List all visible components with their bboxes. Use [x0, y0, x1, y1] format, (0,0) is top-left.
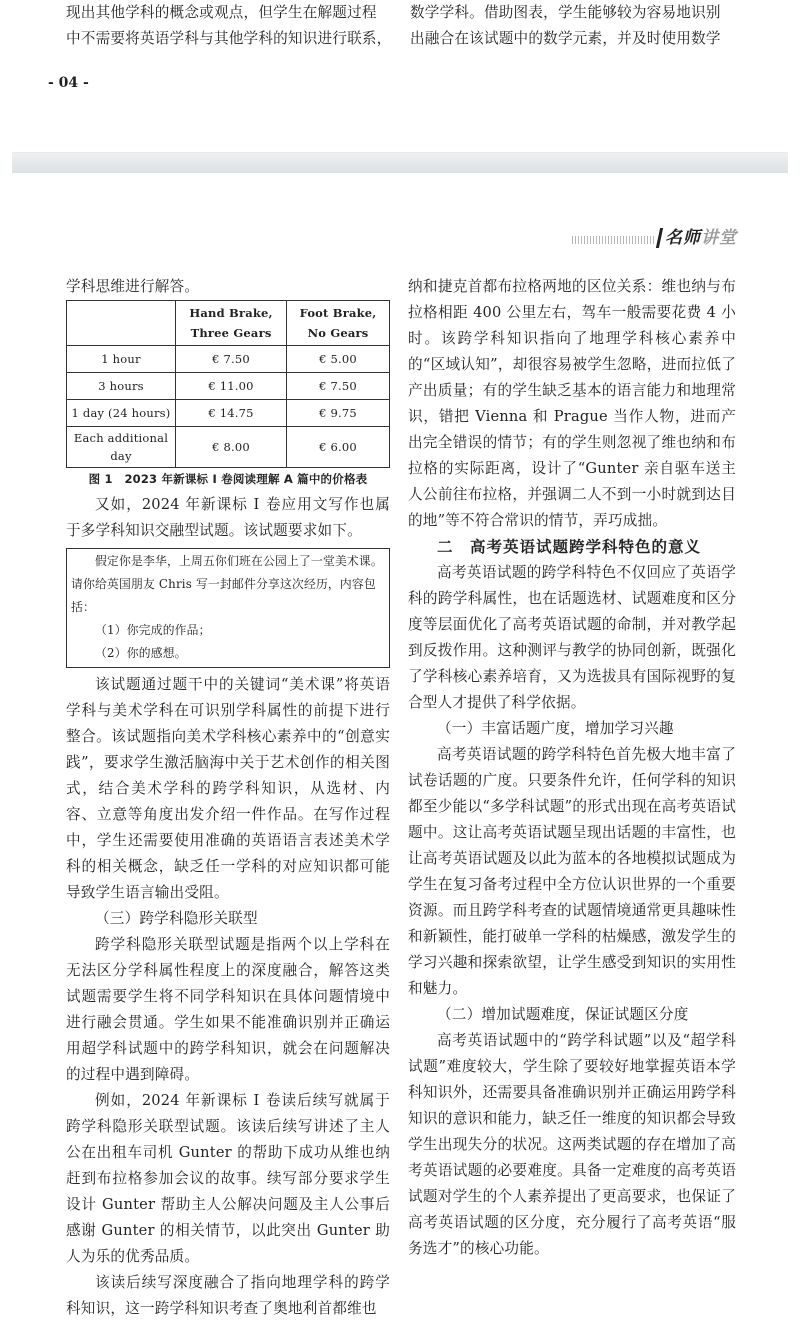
table-cell: € 7.50: [287, 373, 390, 400]
text-line: 现出其他学科的概念或观点，但学生在解题过程: [66, 4, 377, 21]
column-title: [665, 226, 737, 250]
column-title-part-b: 讲堂: [701, 228, 737, 248]
table-row: [67, 427, 390, 468]
section-heading: 二 高考英语试题跨学科特色的意义: [437, 537, 702, 556]
table-header-cell: Hand Brake, Three Gears: [176, 301, 287, 346]
table-cell: € 5.00: [287, 346, 390, 373]
paragraph: 高考英语试题的跨学科特色不仅回应了英语学科的跨学科属性，也在话题选材、试题难度和区分度等层面优化了高考英语试题的命制，并对教学起到反拨作用。这种测评与教学的协同创新，既强化了学科核心素养培育，又为选拔具有国际视野的复合型人才提供了科学依据。: [408, 564, 736, 711]
column-header: [572, 226, 740, 250]
task-prompt: 假定你是李华，上周五你们班在公园上了一堂美术课。请你给英国朋友 Chris 写一封邮件分享这次经历，内容包括：: [71, 554, 383, 614]
task-item: （1）你完成的作品；: [95, 623, 211, 637]
paragraph: 高考英语试题的跨学科特色首先极大地丰富了试卷话题的广度。只要条件允许，任何学科的知识都至少能以“多学科试题”的形式出现在高考英语试题中。这让高考英语试题呈现出话题的丰富性，也让高考英语试题及以此为蓝本的各地模拟试题成为学生在复习备考过程中全方位认识世界的一个重要资源。而且跨学科考查的试题情境通常更具趣味性和新颖性，能打破单一学科的枯燥感，激发学生的学习兴趣和探索欲望，让学生感受到知识的实用性和魅力。: [408, 746, 736, 997]
table-cell: 1 day (24 hours): [67, 400, 176, 427]
table-cell: € 7.50: [176, 346, 287, 373]
table-cell: 1 hour: [67, 346, 176, 373]
paragraph: 又如，2024 年新课标 Ⅰ 卷应用文写作也属于多学科知识交融型试题。该试题要求如下。: [66, 496, 390, 539]
table-cell: € 11.00: [176, 373, 287, 400]
table-cell: € 14.75: [176, 400, 287, 427]
paragraph: 该试题通过题干中的关键词“美术课”将英语学科与美术学科在可识别学科属性的前提下进行整合。该试题指向美术学科核心素养中的“创意实践”，要求学生激活脑海中关于艺术创作的相关图式，结合美术学科的跨学科知识，从选材、内容、立意等角度出发介绍一件作品。在写作过程中，学生还需要使用准确的英语语言表述美术学科的相关概念，缺乏任一学科的对应知识都可能导致学生语言输出受阻。: [66, 676, 390, 901]
paragraph: 该读后续写深度融合了指向地理学科的跨学科知识，这一跨学科知识考查了奥地利首都维也: [66, 1274, 390, 1317]
table-cell: € 9.75: [287, 400, 390, 427]
paragraph: 例如，2024 年新课标 Ⅰ 卷读后续写就属于跨学科隐形关联型试题。该读后续写讲述了主人公在出租车司机 Gunter 的帮助下成功从维也纳赶到布拉格参加会议的故事。续写部分要求学生设计 Gunter 帮助主人公解决问题及主人公事后感谢 Gunter 的相关情节，以此突出 Gunter 助人为乐的优秀品质。: [66, 1092, 390, 1265]
text-line: 出融合在该试题中的数学元素，并及时使用数学: [410, 30, 721, 47]
text-line: 中不需要将英语学科与其他学科的知识进行联系，: [66, 30, 392, 47]
paragraph: 纳和捷克首都布拉格两地的区位关系：维也纳与布拉格相距 400 公里左右，驾车一般需要花费 4 小时。该跨学科知识指向了地理学科核心素养中的“区域认知”，却很容易被学生忽略，进而拉低了产出质量；有的学生缺乏基本的语言能力和地理常识，错把 Vienna 和 Prague 当作人物，进而产出完全错误的情节；有的学生则忽视了维也纳和布拉格的实际距离，设计了“Gunter 亲自驱车送主人公前往布拉格，并强调二人不到一小时就到达目的地”等不符合常识的情节，弄巧成拙。: [408, 278, 736, 529]
table-header-cell: [67, 301, 176, 346]
header-bar-decoration: [656, 228, 663, 248]
column-title-part-a: 名师: [665, 228, 701, 248]
table-row: [67, 373, 390, 400]
hatch-decoration: [572, 236, 654, 244]
right-column: [408, 274, 736, 1262]
page-number: - 04 -: [48, 75, 89, 91]
task-box: [66, 548, 390, 668]
table-row: [67, 346, 390, 373]
figure-caption: 图 1 2023 年新课标 Ⅰ 卷阅读理解 A 篇中的价格表: [88, 472, 368, 486]
table-header-row: [67, 301, 390, 346]
paragraph: 高考英语试题中的“跨学科试题”以及“超学科试题”难度较大，学生除了要较好地掌握英语本学科知识外，还需要具备准确识别并正确运用跨学科知识的意识和能力，缺乏任一维度的知识都会导致学生出现失分的状况。这两类试题的存在增加了高考英语试题的必要难度。具备一定难度的高考英语试题对学生的个人素养提出了更高要求，也保证了高考英语试题的区分度，充分履行了高考英语“服务选才”的核心功能。: [408, 1032, 736, 1257]
paragraph: 跨学科隐形关联型试题是指两个以上学科在无法区分学科属性程度上的深度融合，解答这类试题需要学生将不同学科知识在具体问题情境中进行融会贯通。学生如果不能准确识别并正确运用超学科试题中的跨学科知识，就会在问题解决的过程中遇到障碍。: [66, 936, 390, 1083]
section-heading: （一）丰富话题广度，增加学习兴趣: [437, 720, 674, 737]
table-cell: € 8.00: [176, 427, 287, 468]
previous-page-right-column: [410, 0, 736, 52]
task-item: （2）你的感想。: [95, 646, 187, 660]
previous-page-left-column: [66, 0, 392, 52]
section-heading: （三）跨学科隐形关联型: [95, 910, 258, 927]
page-separator: [12, 152, 788, 173]
section-heading: （二）增加试题难度，保证试题区分度: [437, 1006, 689, 1023]
table-row: [67, 400, 390, 427]
left-column: [66, 274, 390, 1322]
paragraph: 学科思维进行解答。: [66, 278, 200, 295]
price-table: [66, 300, 390, 468]
table-cell: 3 hours: [67, 373, 176, 400]
table-cell: Each additional day: [67, 427, 176, 468]
text-line: 数学学科。借助图表，学生能够较为容易地识别: [410, 4, 721, 21]
table-header-cell: Foot Brake, No Gears: [287, 301, 390, 346]
table-cell: € 6.00: [287, 427, 390, 468]
